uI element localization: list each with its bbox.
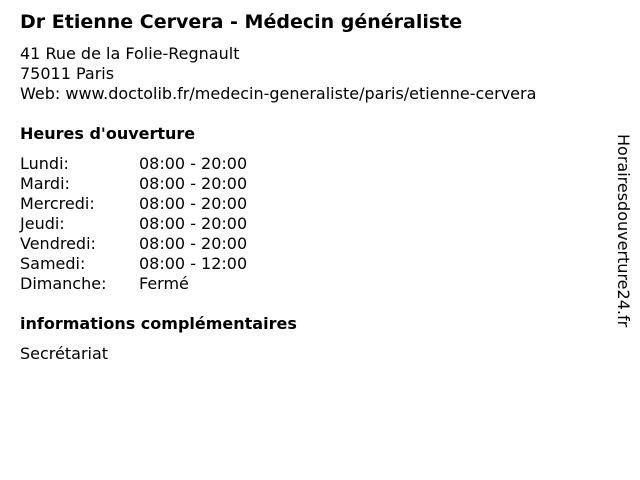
- hours-value: Fermé: [139, 274, 189, 293]
- hours-row: [20, 234, 280, 254]
- hours-value: 08:00 - 20:00: [139, 194, 248, 213]
- hours-row: [20, 274, 280, 294]
- hours-value: 08:00 - 20:00: [139, 154, 248, 173]
- city-postal: 75011 Paris: [20, 64, 115, 83]
- website-link[interactable]: Web: www.doctolib.fr/medecin-generaliste/paris/etienne-cervera: [20, 84, 537, 103]
- hours-row: [20, 194, 280, 214]
- hours-value: 08:00 - 20:00: [139, 174, 248, 193]
- day-label: Jeudi:: [20, 214, 65, 233]
- hours-row: [20, 154, 280, 174]
- day-label: Mardi:: [20, 174, 70, 193]
- additional-info-heading: informations complémentaires: [20, 314, 297, 333]
- hours-value: 08:00 - 20:00: [139, 214, 248, 233]
- day-label: Dimanche:: [20, 274, 107, 293]
- hours-row: [20, 254, 280, 274]
- additional-info-text: Secrétariat: [20, 344, 109, 363]
- hours-row: [20, 214, 280, 234]
- day-label: Lundi:: [20, 154, 69, 173]
- page-title: Dr Etienne Cervera - Médecin généraliste: [20, 11, 463, 33]
- site-watermark: Horairesdouverture24.fr: [614, 134, 633, 328]
- opening-hours-table: [20, 154, 280, 294]
- address-block: [20, 44, 536, 104]
- opening-hours-heading: Heures d'ouverture: [20, 124, 196, 143]
- hours-value: 08:00 - 12:00: [139, 254, 248, 273]
- day-label: Vendredi:: [20, 234, 96, 253]
- day-label: Mercredi:: [20, 194, 95, 213]
- day-label: Samedi:: [20, 254, 86, 273]
- hours-row: [20, 174, 280, 194]
- hours-value: 08:00 - 20:00: [139, 234, 248, 253]
- street-address: 41 Rue de la Folie-Regnault: [20, 44, 240, 63]
